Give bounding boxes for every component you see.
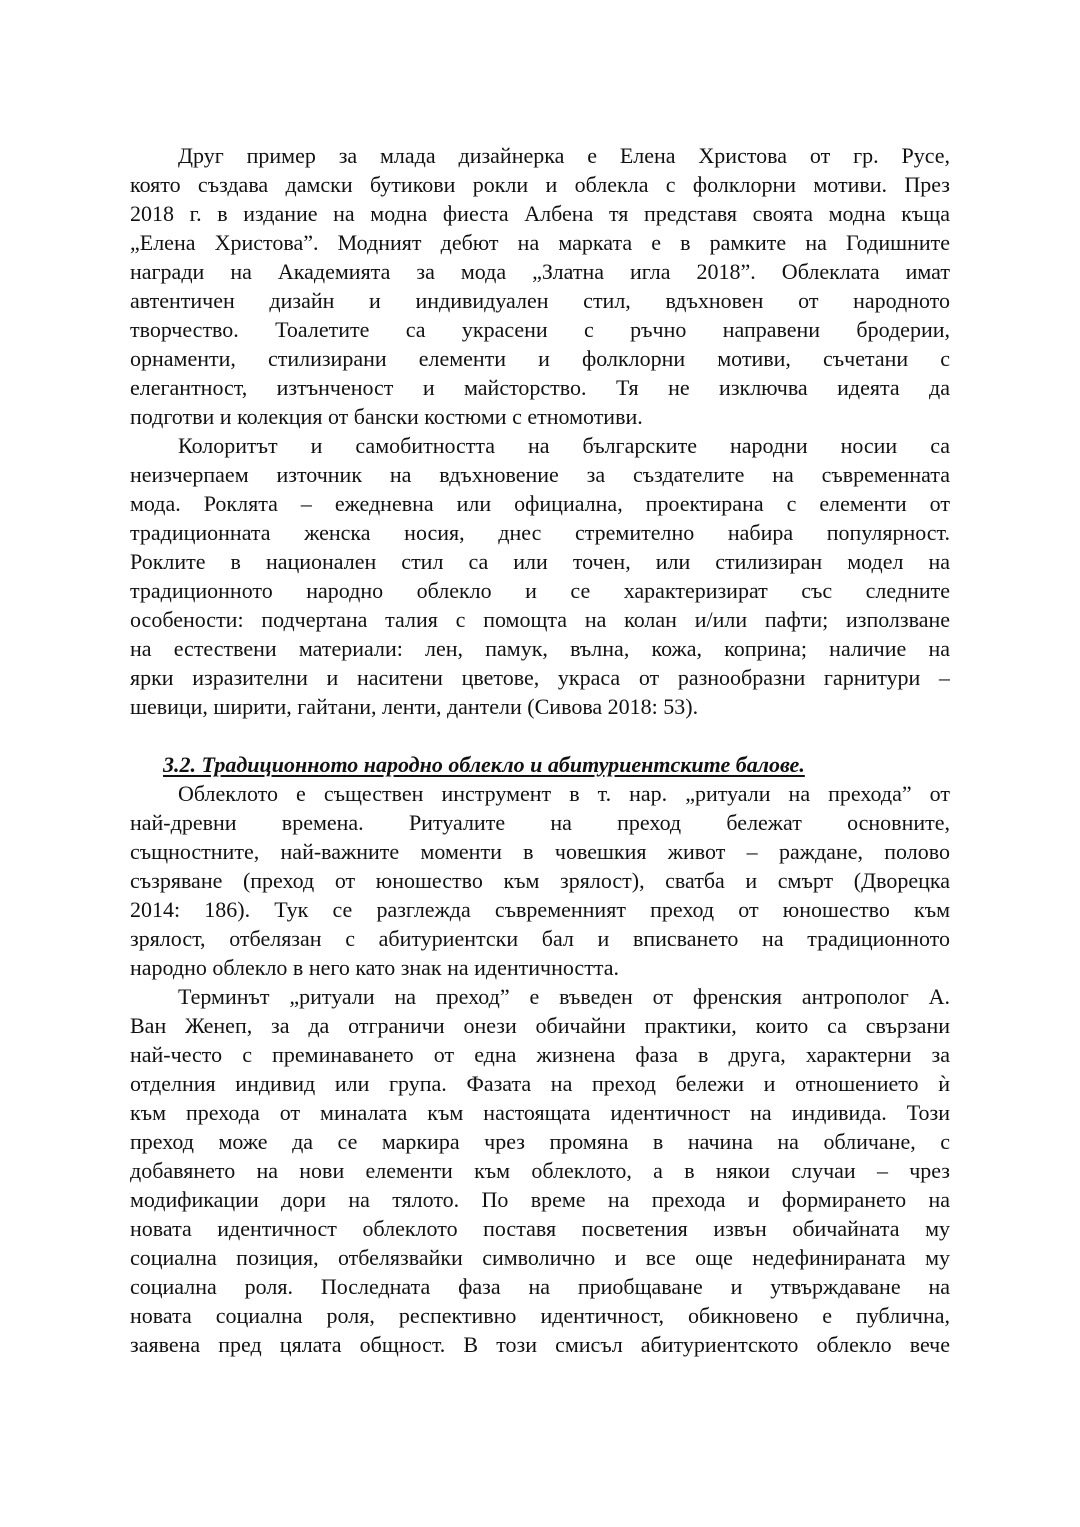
text-line: автентичен дизайн и индивидуален стил, вдъхновен от народното: [130, 288, 950, 313]
paragraph: [130, 982, 950, 1359]
text-line: същностните, най-важните моменти в човешкия живот – раждане, полово: [130, 839, 950, 864]
text-line: преход може да се маркира чрез промяна в начина на обличане, с: [130, 1129, 950, 1154]
paragraph: [130, 431, 950, 721]
document-page: [130, 141, 950, 1359]
section-after-heading: [130, 779, 950, 1359]
text-line: неизчерпаем източник на вдъхновение за създателите на съвременната: [130, 462, 950, 487]
text-line: социална позиция, отбелязвайки символично и все още недефинираната му: [130, 1245, 950, 1270]
text-line: ярки изразителни и наситени цветове, украса от разнообразни гарнитури –: [130, 665, 950, 690]
text-line: „Елена Христова”. Модният дебют на марката е в рамките на Годишните: [130, 230, 950, 255]
section-before-heading: [130, 141, 950, 721]
text-line: заявена пред цялата общност. В този смисъл абитуриентското облекло вече: [130, 1332, 950, 1357]
text-line: творчество. Тоалетите са украсени с ръчно направени бродерии,: [130, 317, 950, 342]
paragraph: [130, 141, 950, 431]
text-line: орнаменти, стилизирани елементи и фолклорни мотиви, съчетани с: [130, 346, 950, 371]
text-line: Терминът „ритуали на преход” е въведен от френския антрополог А.: [178, 984, 950, 1009]
text-line: Ван Женеп, за да отграничи онези обичайни практики, които са свързани: [130, 1013, 950, 1038]
text-line: 2018 г. в издание на модна фиеста Албена тя представя своята модна къща: [130, 201, 950, 226]
text-line: награди на Академията за мода „Златна игла 2018”. Облеклата имат: [130, 259, 950, 284]
text-line: традиционната женска носия, днес стремително набира популярност.: [130, 520, 950, 545]
text-line: мода. Роклята – ежедневна или официална, проектирана с елементи от: [130, 491, 950, 516]
text-line: народно облекло в него като знак на идентичността.: [130, 955, 619, 980]
text-line: отделния индивид или група. Фазата на преход бележи и отношението ѝ: [130, 1071, 950, 1096]
text-line: Роклите в национален стил са или точен, или стилизиран модел на: [130, 549, 950, 574]
paragraph: [130, 779, 950, 982]
text-line: 2014: 186). Тук се разглежда съвременният преход от юношество към: [130, 897, 950, 922]
text-line: най-древни времена. Ритуалите на преход бележат основните,: [130, 810, 950, 835]
text-line: Друг пример за млада дизайнерка е Елена Христова от гр. Русе,: [178, 143, 950, 168]
text-line: зрялост, отбелязан с абитуриентски бал и вписването на традиционното: [130, 926, 950, 951]
blank-line: [130, 721, 950, 750]
text-line: шевици, ширити, гайтани, ленти, дантели (Сивова 2018: 53).: [130, 694, 699, 719]
text-line: добавянето на нови елементи към облеклото, а в някои случаи – чрез: [130, 1158, 950, 1183]
text-line: Облеклото е съществен инструмент в т. нар. „ритуали на прехода” от: [178, 781, 950, 806]
text-line: Колоритът и самобитността на българските народни носии са: [178, 433, 950, 458]
text-line: най-често с преминаването от една жизнена фаза в друга, характерни за: [130, 1042, 950, 1067]
text-line: традиционното народно облекло и се характеризират със следните: [130, 578, 950, 603]
section-heading: 3.2. Традиционното народно облекло и абитуриентските балове.: [163, 752, 805, 777]
text-line: социална роля. Последната фаза на приобщаване и утвърждаване на: [130, 1274, 950, 1299]
text-line: подготви и колекция от бански костюми с етномотиви.: [130, 404, 643, 429]
text-line: новата социална роля, респективно идентичност, обикновено е публична,: [130, 1303, 950, 1328]
text-line: модификации дори на тялото. По време на прехода и формирането на: [130, 1187, 950, 1212]
text-line: елегантност, изтънченост и майсторство. Тя не изключва идеята да: [130, 375, 950, 400]
text-line: която създава дамски бутикови рокли и облекла с фолклорни мотиви. През: [130, 172, 950, 197]
text-line: към прехода от миналата към настоящата идентичност на индивида. Този: [130, 1100, 950, 1125]
text-line: особености: подчертана талия с помощта на колан и/или пафти; използване: [130, 607, 950, 632]
text-line: новата идентичност облеклото поставя посветения извън обичайната му: [130, 1216, 950, 1241]
text-line: на естествени материали: лен, памук, вълна, кожа, коприна; наличие на: [130, 636, 950, 661]
text-line: съзряване (преход от юношество към зрялост), сватба и смърт (Дворецка: [130, 868, 950, 893]
